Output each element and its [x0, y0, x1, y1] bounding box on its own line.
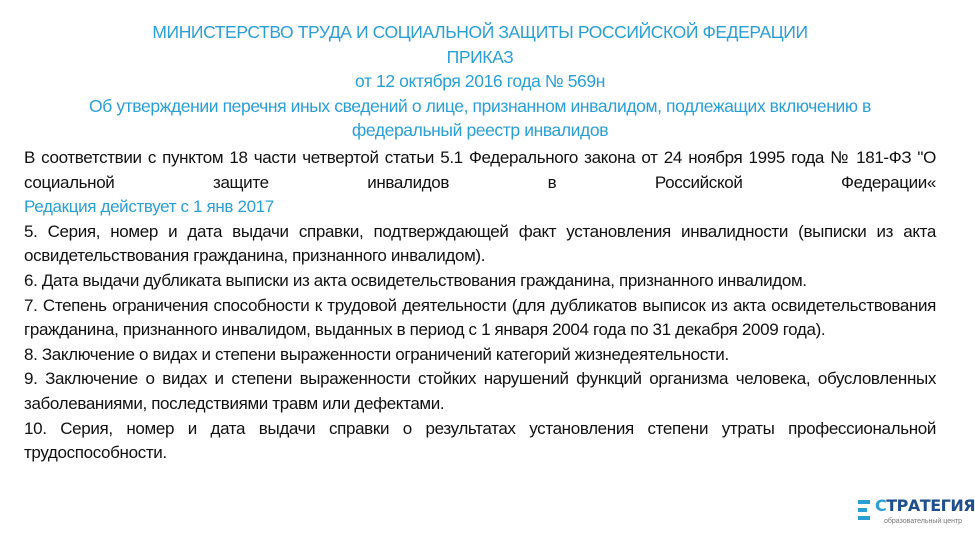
order-title: ПРИКАЗ — [446, 46, 514, 67]
intro-paragraph: В соответствии с пунктом 18 части четвертой статьи 5.1 Федерального закона от 24 ноября 1995 года № 181-ФЗ "О социальной защите инвалидов в Российской Федерации« — [24, 148, 936, 192]
logo-wordmark-rest: ТРАТЕГИЯ — [886, 496, 975, 515]
logo-mark-icon — [858, 498, 872, 522]
list-item-10: 10. Серия, номер и дата выдачи справки о результатах установления степени утраты профессиональной трудоспособности. — [24, 418, 936, 463]
document-body — [24, 146, 936, 466]
list-item-7: 7. Степень ограничения способности к трудовой деятельности (для дубликатов выписок из акта освидетельствования гражданина, признанного инвалидом, выданных в период с 1 января 2004 года по 31 декабря 2009 года). — [24, 295, 936, 340]
list-item-5: 5. Серия, номер и дата выдачи справки, подтверждающей факт установления инвалидности (выписки из акта освидетельствования гражданина, признанного инвалидом). — [24, 221, 936, 266]
logo-wordmark-first: С — [875, 496, 887, 515]
edition-note: Редакция действует с 1 янв 2017 — [24, 197, 274, 217]
list-item-8: 8. Заключение о видах и степени выраженности ограничений категорий жизнедеятельности. — [24, 344, 729, 364]
document-header — [20, 20, 940, 143]
order-subject-line1: Об утверждении перечня иных сведений о лице, признанном инвалидом, подлежащих включению в — [89, 95, 871, 116]
list-item-6: 6. Дата выдачи дубликата выписки из акта освидетельствования гражданина, признанного инвалидом. — [24, 270, 807, 290]
order-date: от 12 октября 2016 года № 569н — [355, 71, 605, 91]
strategy-logo — [858, 496, 975, 536]
logo-subtitle: образовательный центр — [884, 518, 963, 525]
ministry-title: МИНИСТЕРСТВО ТРУДА И СОЦИАЛЬНОЙ ЗАЩИТЫ РОССИЙСКОЙ ФЕДЕРАЦИИ — [152, 22, 808, 42]
list-item-9: 9. Заключение о видах и степени выраженности стойких нарушений функций организма человека, обусловленных заболеваниями, последствиями травм или дефектами. — [24, 369, 936, 413]
logo-wordmark — [875, 496, 975, 515]
order-subject-line2: федеральный реестр инвалидов — [351, 120, 609, 140]
